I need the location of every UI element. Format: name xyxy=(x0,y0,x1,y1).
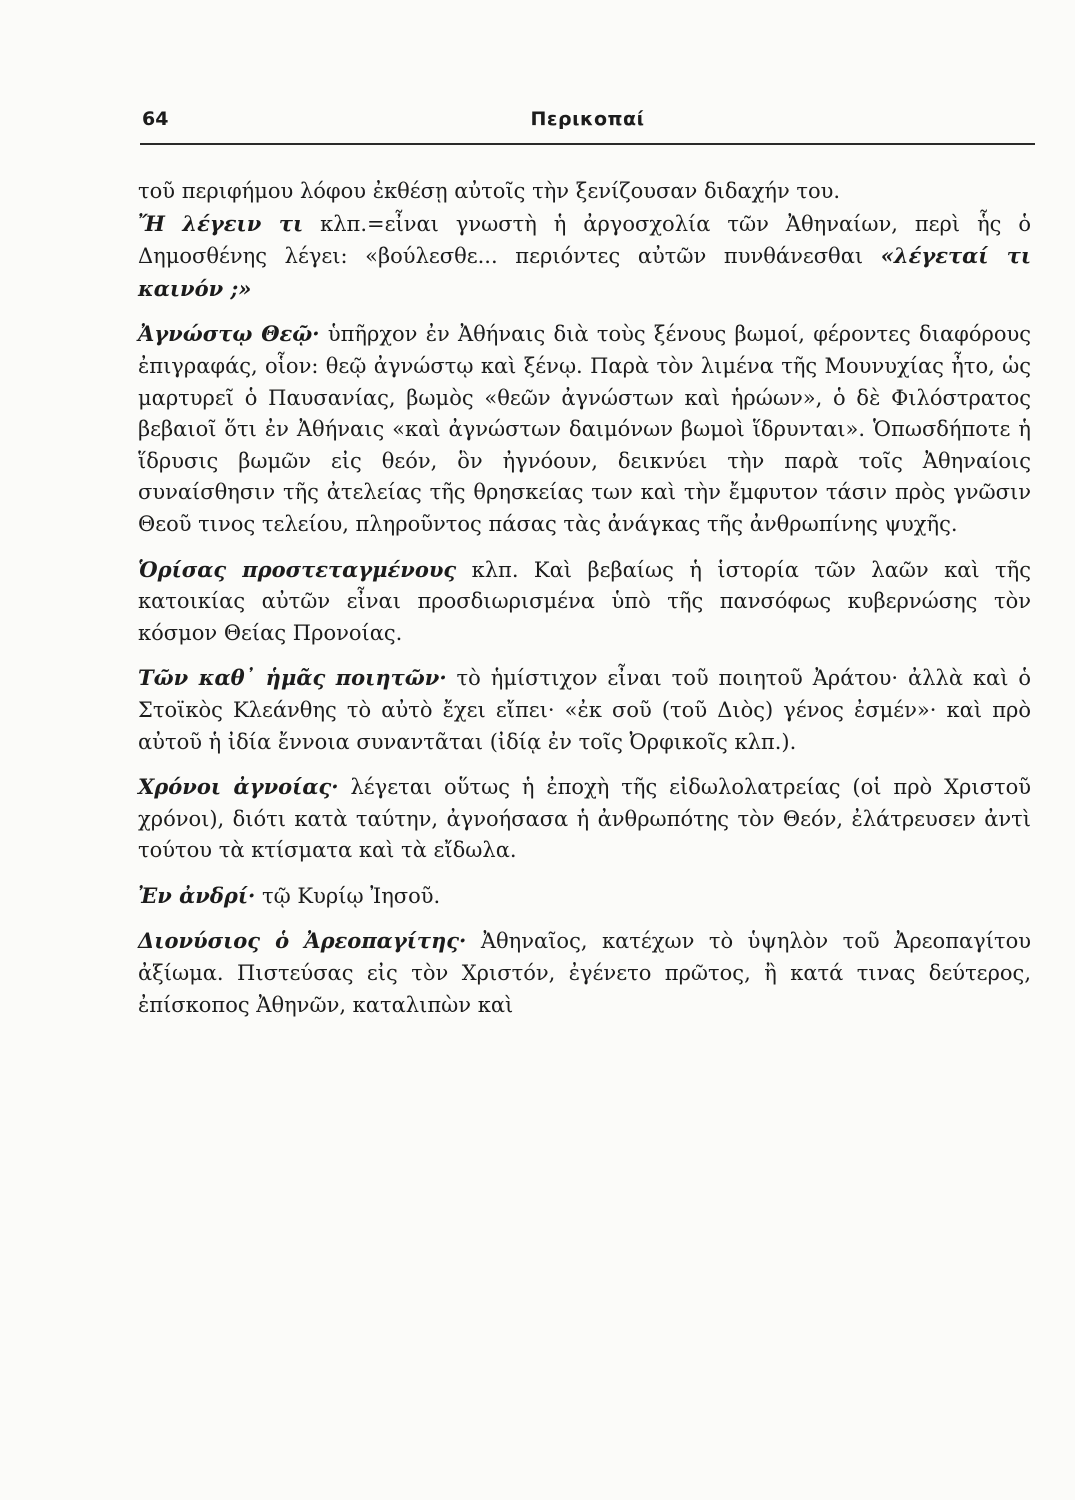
paragraph-legein-ti xyxy=(138,208,1031,306)
paragraph-continuation xyxy=(138,176,1031,208)
paragraph-orisas xyxy=(138,554,1031,650)
paragraph-text: τοῦ περιφήμου λόφου ἐκθέσῃ αὐτοῖς τὴν ξενίζουσαν διδαχήν του. xyxy=(138,179,841,203)
paragraph-text: λέγεται οὕτως ἡ ἐποχὴ τῆς εἰδωλολατρείας (οἱ πρὸ Χριστοῦ χρόνοι), διότι κατὰ ταύτην, ἀγνοήσασα ἡ ἀνθρωπότης τὸν Θεόν, ἐλάτρευσεν ἀντὶ τούτου τὰ κτίσματα καὶ τὰ εἴδωλα. xyxy=(138,775,1031,863)
emphasis-quote: «λέγεταί τι καινόν ;» xyxy=(138,243,1031,301)
lemma: Διονύσιος ὁ Ἀρεοπαγίτης· xyxy=(138,928,467,954)
paragraph-en-andri xyxy=(138,880,1031,913)
lemma: Ὁρίσας προστεταγμένους xyxy=(138,556,457,582)
page-header xyxy=(140,108,1035,148)
page-body xyxy=(138,176,1031,1021)
paragraph-agnosto-theo xyxy=(138,318,1031,540)
lemma: Τῶν καθ᾿ ἡμᾶς ποιητῶν· xyxy=(138,665,447,691)
running-head: Περικοπαί xyxy=(530,108,645,130)
paragraph-dionysios xyxy=(138,925,1031,1021)
paragraph-text: τῷ Κυρίῳ Ἰησοῦ. xyxy=(255,883,441,908)
paragraph-poieton xyxy=(138,662,1031,758)
paragraph-chronoi-agnoias xyxy=(138,771,1031,867)
paragraph-text: ὑπῆρχον ἐν Ἀθήναις διὰ τοὺς ξένους βωμοί, φέροντες διαφόρους ἐπιγραφάς, οἷον: θεῷ ἀγνώστῳ καὶ ξένῳ. Παρὰ τὸν λιμένα τῆς Μουνυχίας ἦτο, ὡς μαρτυρεῖ ὁ Παυσανίας, βωμὸς «θεῶν ἀγνώστων καὶ ἡρώων», ὁ δὲ Φιλόστρατος βεβαιοῖ ὅτι ἐν Ἀθήναις «καὶ ἀγνώστων δαιμόνων βωμοὶ ἵδρυνται». Ὁπωσδήποτε ἡ ἵδρυσις βωμῶν εἰς θεόν, ὃν ἠγνόουν, δεικνύει τὴν παρὰ τοῖς Ἀθηναίοις συναίσθησιν τῆς ἀτελείας τῆς θρησκείας των καὶ τὴν ἔμφυτον τάσιν πρὸς γνῶσιν Θεοῦ τινος τελείου, πληροῦντος πάσας τὰς ἀνάγκας τῆς ἀνθρωπίνης ψυχῆς. xyxy=(138,322,1031,536)
lemma: Χρόνοι ἀγνοίας· xyxy=(138,774,339,800)
lemma: Ἀγνώστῳ Θεῷ· xyxy=(138,321,320,347)
header-rule xyxy=(140,143,1035,145)
paragraph-text: Ἀθηναῖος, κατέχων τὸ ὑψηλὸν τοῦ Ἀρεοπαγίτου ἀξίωμα. Πιστεύσας εἰς τὸν Χριστόν, ἐγένετο πρῶτος, ἢ κατά τινας δεύτερος, ἐπίσκοπος Ἀθηνῶν, καταλιπὼν καὶ xyxy=(138,929,1031,1017)
paragraph-text: τὸ ἡμίστιχον εἶναι τοῦ ποιητοῦ Ἀράτου· ἀλλὰ καὶ ὁ Στοϊκὸς Κλεάνθης τὸ αὐτὸ ἔχει εἴπει· «ἐκ σοῦ (τοῦ Διὸς) γένος ἐσμέν»· καὶ πρὸ αὐτοῦ ἡ ἰδία ἔννοια συναντᾶται (ἰδίᾳ ἐν τοῖς Ὀρφικοῖς κλπ.). xyxy=(138,666,1031,754)
lemma: Ἤ λέγειν τι xyxy=(138,210,304,236)
page-number: 64 xyxy=(142,108,169,130)
paragraph-text: κλπ. Καὶ βεβαίως ἡ ἱστορία τῶν λαῶν καὶ τῆς κατοικίας αὐτῶν εἶναι προσδιωρισμένα ὑπὸ τῆς πανσόφως κυβερνώσης τὸν κόσμον Θείας Προνοίας. xyxy=(138,557,1031,645)
lemma: Ἐν ἀνδρί· xyxy=(138,882,256,908)
paragraph-text: κλπ.=εἶναι γνωστὴ ἡ ἀργοσχολία τῶν Ἀθηναίων, περὶ ἧς ὁ Δημοσθένης λέγει: «βούλεσθε... περιόντες αὐτῶν πυνθάνεσθαι xyxy=(138,211,1031,269)
